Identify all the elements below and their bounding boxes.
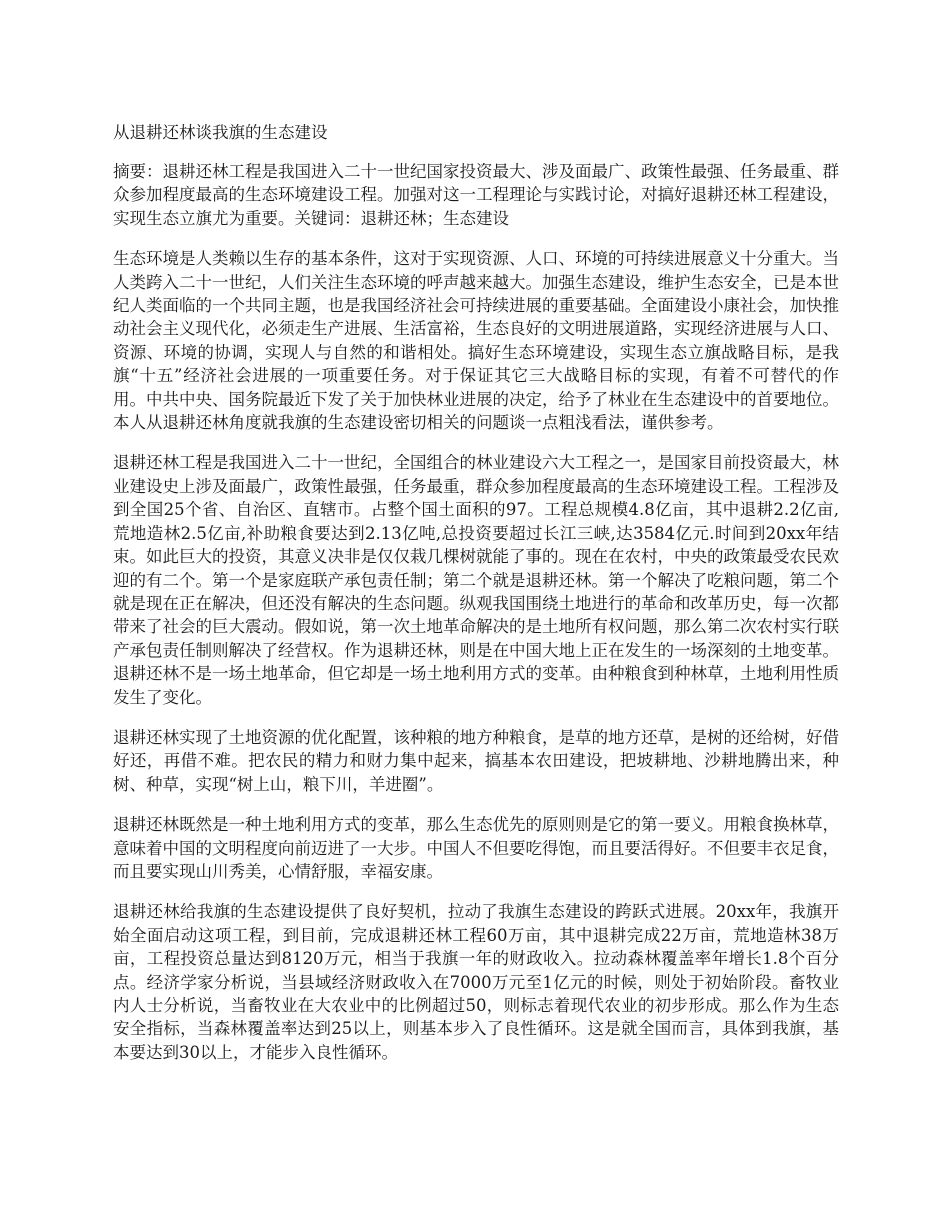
body-paragraph: 退耕还林既然是一种土地利用方式的变革，那么生态优先的原则则是它的第一要义。用粮食换林草，意味着中国的文明程度向前迈进了一大步。中国人不但要吃得饱，而且要活得好。不但要丰衣足食，而且要实现山川秀美，心情舒服，幸福安康。 xyxy=(113,815,839,881)
document-title: 从退耕还林谈我旗的生态建设 xyxy=(113,123,328,142)
body-paragraph: 退耕还林实现了土地资源的优化配置，该种粮的地方种粮食，是草的地方还草，是树的还给树，好借好还，再借不难。把农民的精力和财力集中起来，搞基本农田建设，把坡耕地、沙耕地腾出来，种树、种草，实现“树上山，粮下川，羊进圈”。 xyxy=(113,727,839,794)
document-page xyxy=(113,120,839,1081)
body-paragraph: 退耕还林工程是我国进入二十一世纪，全国组合的林业建设六大工程之一，是国家目前投资最大，林业建设史上涉及面最广，政策性最强，任务最重，群众参加程度最高的生态环境建设工程。工程涉及到全国25个省、自治区、直辖市。占整个国土面积的97。工程总规模4.8亿亩，其中退耕2.2亿亩,荒地造林2.5亿亩,补助粮食要达到2.13亿吨,总投资要超过长江三峡,达3584亿元.时间到20xx年结束。如此巨大的投资，其意义决非是仅仅栽几棵树就能了事的。现在在农村，中央的政策最受农民欢迎的有二个。第一个是家庭联产承包责任制；第二个就是退耕还林。第一个解决了吃粮问题，第二个就是现在正在解决，但还没有解决的生态问题。纵观我国围绕土地进行的革命和改革历史，每一次都带来了社会的巨大震动。假如说，第一次土地革命解决的是土地所有权问题，那么第二次农村实行联产承包责任制则解决了经营权。作为退耕还林，则是在中国大地上正在发生的一场深刻的土地变革。退耕还林不是一场土地革命，但它却是一场土地利用方式的变革。由种粮食到种林草，土地利用性质发生了变化。 xyxy=(113,453,839,707)
abstract-paragraph: 摘要：退耕还林工程是我国进入二十一世纪国家投资最大、涉及面最广、政策性最强、任务最重、群众参加程度最高的生态环境建设工程。加强对这一工程理论与实践讨论，对搞好退耕还林工程建设，实现生态立旗尤为重要。关键词：退耕还林；生态建设 xyxy=(113,162,839,228)
body-paragraph: 生态环境是人类赖以生存的基本条件，这对于实现资源、人口、环境的可持续进展意义十分重大。当人类跨入二十一世纪，人们关注生态环境的呼声越来越大。加强生态建设，维护生态安全，已是本世纪人类面临的一个共同主题，也是我国经济社会可持续进展的重要基础。全面建设小康社会，加快推动社会主义现代化，必须走生产进展、生活富裕，生态良好的文明进展道路，实现经济进展与人口、资源、环境的协调，实现人与自然的和谐相处。搞好生态环境建设，实现生态立旗战略目标，是我旗“十五”经济社会进展的一项重要任务。对于保证其它三大战略目标的实现，有着不可替代的作用。中共中央、国务院最近下发了关于加快林业进展的决定，给予了林业在生态建设中的首要地位。本人从退耕还林角度就我旗的生态建设密切相关的问题谈一点粗浅看法，谨供参考。 xyxy=(113,249,839,433)
body-paragraph: 退耕还林给我旗的生态建设提供了良好契机，拉动了我旗生态建设的跨跃式进展。20xx年，我旗开始全面启动这项工程，到目前，完成退耕还林工程60万亩，其中退耕完成22万亩，荒地造林38万亩，工程投资总量达到8120万元，相当于我旗一年的财政收入。拉动森林覆盖率年增长1.8个百分点。经济学家分析说，当县域经济财政收入在7000万元至1亿元的时候，则处于初始阶段。畜牧业内人士分析说，当畜牧业在大农业中的比例超过50，则标志着现代农业的初步形成。那么作为生态安全指标，当森林覆盖率达到25以上，则基本步入了良性循环。这是就全国而言，具体到我旗，基本要达到30以上，才能步入良性循环。 xyxy=(113,902,839,1062)
